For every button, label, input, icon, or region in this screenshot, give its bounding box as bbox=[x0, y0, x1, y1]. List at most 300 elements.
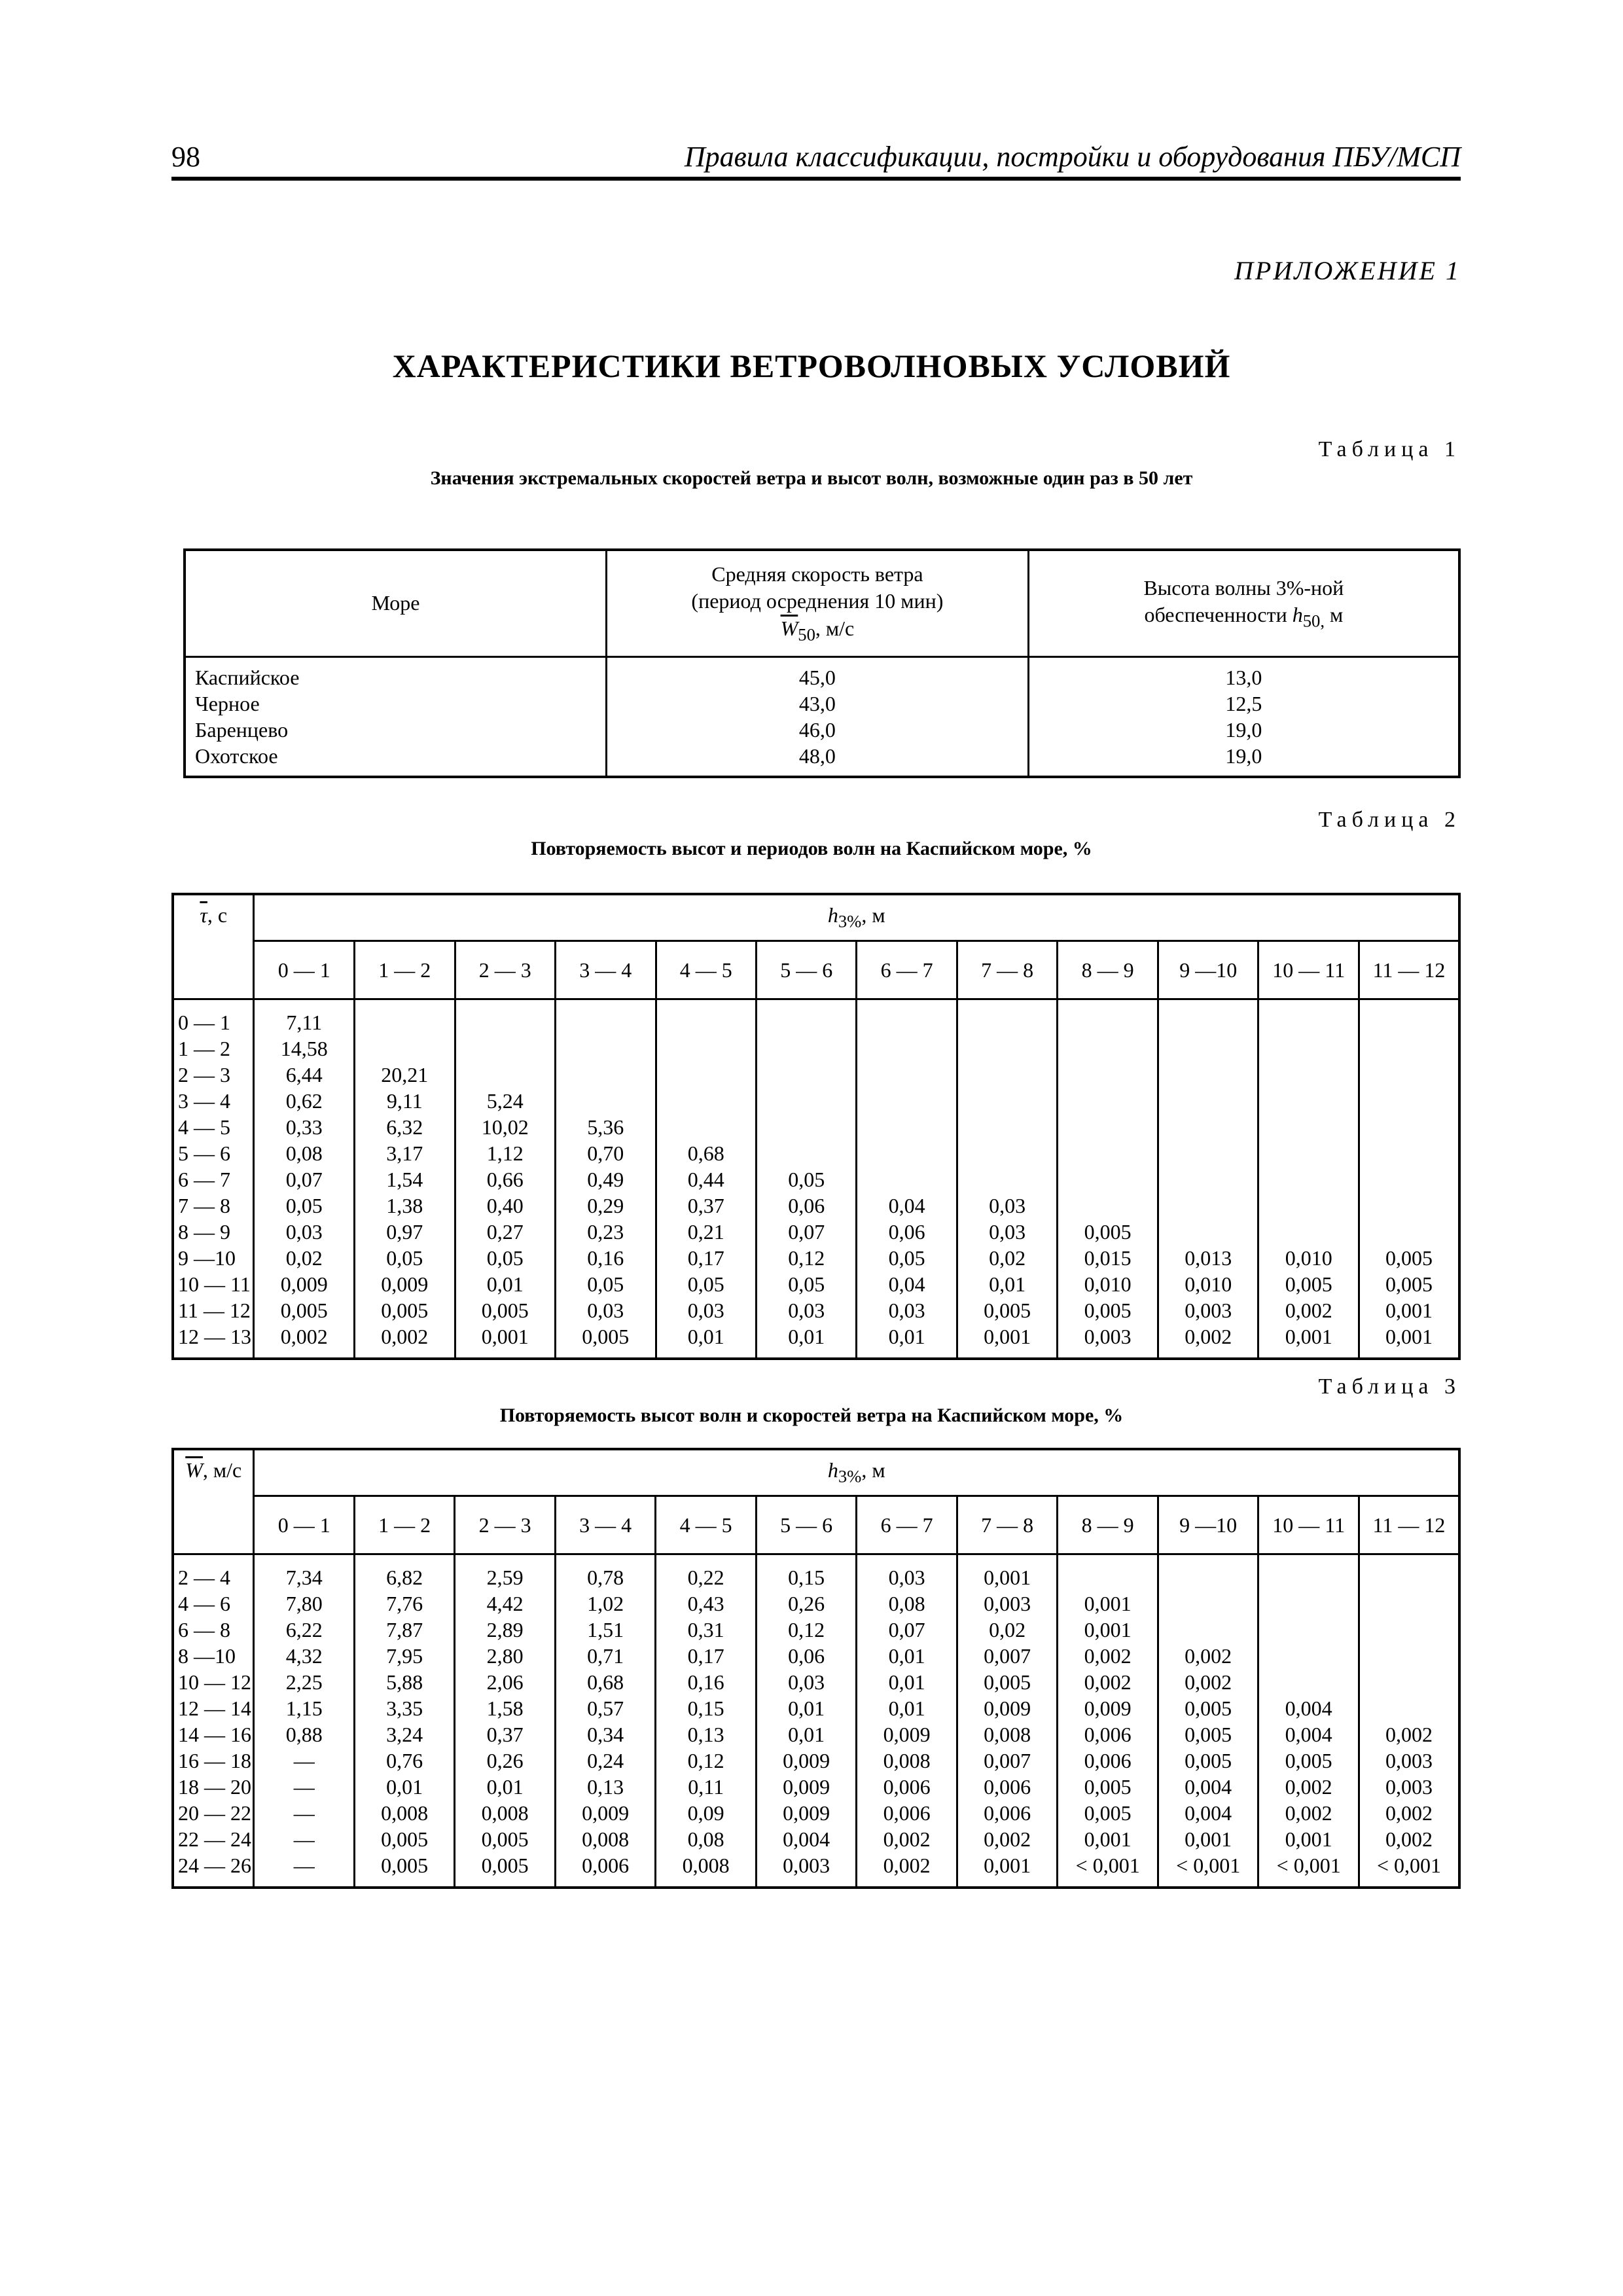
table-cell: 0,008 bbox=[555, 1826, 656, 1852]
header-row bbox=[173, 1449, 1459, 1496]
table-row bbox=[185, 657, 1459, 691]
table-row bbox=[173, 1590, 1459, 1617]
table-cell bbox=[957, 1140, 1058, 1166]
table-cell bbox=[556, 999, 656, 1036]
table-cell: 0,002 bbox=[254, 1323, 355, 1359]
row-label: 2 — 3 bbox=[173, 1062, 254, 1088]
group-symbol: h bbox=[827, 903, 838, 927]
table-cell: 10,02 bbox=[455, 1114, 556, 1140]
table3-label: Таблица 3 bbox=[1318, 1374, 1461, 1399]
column-header: 6 — 7 bbox=[857, 1496, 957, 1554]
table-cell: 0,005 bbox=[1058, 1219, 1158, 1245]
row-label: 7 — 8 bbox=[173, 1193, 254, 1219]
table-cell: 0,009 bbox=[355, 1271, 455, 1297]
table-cell: 4,32 bbox=[254, 1643, 354, 1669]
table-row bbox=[173, 1219, 1459, 1245]
table-cell bbox=[1359, 1140, 1459, 1166]
table-cell bbox=[857, 1088, 957, 1114]
table-cell: 0,03 bbox=[857, 1554, 957, 1591]
table-cell bbox=[1359, 1590, 1459, 1617]
table-cell: 0,008 bbox=[354, 1800, 455, 1826]
table-cell bbox=[757, 1140, 857, 1166]
table-cell bbox=[1258, 1114, 1359, 1140]
table-cell bbox=[1058, 999, 1158, 1036]
table-cell bbox=[957, 999, 1058, 1036]
table-cell: 0,05 bbox=[857, 1245, 957, 1271]
table-cell bbox=[1158, 1193, 1258, 1219]
table-cell: 7,80 bbox=[254, 1590, 354, 1617]
table-cell: 0,01 bbox=[354, 1774, 455, 1800]
table-cell bbox=[757, 1114, 857, 1140]
table-cell bbox=[1058, 1166, 1158, 1193]
table-row bbox=[173, 1166, 1459, 1193]
table-cell: 0,004 bbox=[1158, 1800, 1258, 1826]
table-cell bbox=[957, 1062, 1058, 1088]
table-cell: 0,01 bbox=[957, 1271, 1058, 1297]
table-cell bbox=[1158, 1062, 1258, 1088]
table-cell: 0,005 bbox=[1258, 1271, 1359, 1297]
table-cell: 7,76 bbox=[354, 1590, 455, 1617]
table-cell bbox=[455, 999, 556, 1036]
table-cell: 0,006 bbox=[957, 1800, 1058, 1826]
t1-col-wind-line2: (период осреднения 10 мин) bbox=[691, 589, 944, 613]
table-cell: 0,006 bbox=[857, 1774, 957, 1800]
table-cell: 0,37 bbox=[455, 1721, 556, 1748]
table-cell: 2,06 bbox=[455, 1669, 556, 1695]
t1-sea: Черное bbox=[185, 691, 607, 717]
header-rule bbox=[171, 177, 1461, 181]
row-label: 12 — 13 bbox=[173, 1323, 254, 1359]
table-cell: 0,005 bbox=[1359, 1245, 1459, 1271]
table-cell bbox=[355, 1035, 455, 1062]
table-cell bbox=[1258, 1617, 1359, 1643]
row-label: 6 — 8 bbox=[173, 1617, 254, 1643]
table-cell: 14,58 bbox=[254, 1035, 355, 1062]
table-cell: 0,002 bbox=[1258, 1800, 1359, 1826]
table-cell: 0,001 bbox=[1158, 1826, 1258, 1852]
group-unit: , м bbox=[861, 903, 885, 927]
column-header: 11 — 12 bbox=[1359, 1496, 1459, 1554]
table-row bbox=[185, 691, 1459, 717]
t1-col-wind-line1: Средняя скорость ветра bbox=[711, 562, 923, 586]
column-header: 7 — 8 bbox=[957, 941, 1058, 999]
table-cell: 3,35 bbox=[354, 1695, 455, 1721]
column-header-row bbox=[173, 941, 1459, 999]
table-cell: 0,002 bbox=[1258, 1297, 1359, 1323]
table-cell: 0,37 bbox=[656, 1193, 756, 1219]
table-cell: 9,11 bbox=[355, 1088, 455, 1114]
group-symbol: h bbox=[827, 1458, 838, 1482]
table-cell bbox=[1258, 1669, 1359, 1695]
table-cell: 0,27 bbox=[455, 1219, 556, 1245]
table-cell: 0,03 bbox=[556, 1297, 656, 1323]
table-cell: 7,87 bbox=[354, 1617, 455, 1643]
table-cell bbox=[757, 999, 857, 1036]
table-cell: 0,33 bbox=[254, 1114, 355, 1140]
table-cell: 0,009 bbox=[857, 1721, 957, 1748]
table-cell: 0,03 bbox=[656, 1297, 756, 1323]
table-cell: 0,01 bbox=[857, 1323, 957, 1359]
corner-symbol: $\overline{W}$ bbox=[185, 1458, 203, 1482]
table-cell: 0,001 bbox=[455, 1323, 556, 1359]
table-cell: 0,16 bbox=[656, 1669, 757, 1695]
table-cell: 0,01 bbox=[656, 1323, 756, 1359]
t1-col-wave-line1: Высота волны 3%-ной bbox=[1143, 575, 1344, 600]
table-cell bbox=[1258, 1219, 1359, 1245]
table-cell: 1,02 bbox=[555, 1590, 656, 1617]
table-cell: 0,21 bbox=[656, 1219, 756, 1245]
table-cell: < 0,001 bbox=[1058, 1852, 1158, 1888]
group-sub: 3% bbox=[838, 1466, 862, 1486]
table-cell: 0,68 bbox=[656, 1140, 756, 1166]
table-row bbox=[173, 1748, 1459, 1774]
table-cell: 1,15 bbox=[254, 1695, 354, 1721]
table-cell bbox=[1158, 1114, 1258, 1140]
table-cell: 0,01 bbox=[857, 1669, 957, 1695]
table-cell: 0,08 bbox=[254, 1140, 355, 1166]
table-cell: 0,05 bbox=[757, 1271, 857, 1297]
table-cell: 3,24 bbox=[354, 1721, 455, 1748]
table-cell: 7,34 bbox=[254, 1554, 354, 1591]
column-header: 2 — 3 bbox=[455, 1496, 556, 1554]
table-cell: 0,008 bbox=[656, 1852, 757, 1888]
table-cell: 0,005 bbox=[957, 1669, 1058, 1695]
table-cell bbox=[656, 1088, 756, 1114]
table-cell bbox=[1359, 1166, 1459, 1193]
column-header: 7 — 8 bbox=[957, 1496, 1058, 1554]
row-label: 8 —10 bbox=[173, 1643, 254, 1669]
table-cell bbox=[1258, 1062, 1359, 1088]
table-cell: 0,29 bbox=[556, 1193, 656, 1219]
table-cell: 0,001 bbox=[957, 1852, 1058, 1888]
table-row bbox=[173, 1826, 1459, 1852]
table-cell bbox=[1359, 1617, 1459, 1643]
table-cell: 0,005 bbox=[1158, 1695, 1258, 1721]
row-label: 10 — 11 bbox=[173, 1271, 254, 1297]
table1-caption: Значения экстремальных скоростей ветра и высот волн, возможные один раз в 50 лет bbox=[430, 467, 1193, 489]
table-cell: 2,59 bbox=[455, 1554, 556, 1591]
table-cell bbox=[1359, 1114, 1459, 1140]
table-cell: 0,02 bbox=[254, 1245, 355, 1271]
table-cell: 0,005 bbox=[1258, 1748, 1359, 1774]
table-cell bbox=[556, 1035, 656, 1062]
table-row bbox=[173, 1297, 1459, 1323]
t1-wind: 46,0 bbox=[607, 717, 1029, 743]
table-cell: 0,13 bbox=[656, 1721, 757, 1748]
table-cell: — bbox=[254, 1774, 354, 1800]
table-cell: 0,02 bbox=[957, 1245, 1058, 1271]
table-cell: 0,11 bbox=[656, 1774, 757, 1800]
table-cell bbox=[857, 1114, 957, 1140]
table-cell: — bbox=[254, 1852, 354, 1888]
table-cell bbox=[455, 1035, 556, 1062]
table-cell: 0,01 bbox=[857, 1643, 957, 1669]
table-cell: 0,15 bbox=[656, 1695, 757, 1721]
table-cell: 0,010 bbox=[1158, 1271, 1258, 1297]
table-cell: — bbox=[254, 1800, 354, 1826]
t1-wind: 45,0 bbox=[607, 657, 1029, 691]
table-cell bbox=[1058, 1035, 1158, 1062]
table-cell bbox=[1158, 1035, 1258, 1062]
table-cell bbox=[1158, 1554, 1258, 1591]
t1-wind-unit: , м/с bbox=[815, 617, 855, 641]
table-cell: 6,82 bbox=[354, 1554, 455, 1591]
table-cell: 5,36 bbox=[556, 1114, 656, 1140]
row-label: 24 — 26 bbox=[173, 1852, 254, 1888]
table-cell bbox=[1359, 1193, 1459, 1219]
table-cell: 0,002 bbox=[1359, 1826, 1459, 1852]
table-cell: 0,005 bbox=[355, 1297, 455, 1323]
table-cell: 0,002 bbox=[857, 1826, 957, 1852]
table-cell: 0,009 bbox=[957, 1695, 1058, 1721]
table-cell bbox=[1258, 1088, 1359, 1114]
column-header: 1 — 2 bbox=[354, 1496, 455, 1554]
table-cell: 0,007 bbox=[957, 1748, 1058, 1774]
group-header bbox=[254, 1449, 1459, 1496]
table3-caption: Повторяемость высот волн и скоростей ветра на Каспийском море, % bbox=[499, 1405, 1124, 1426]
row-label: 22 — 24 bbox=[173, 1826, 254, 1852]
table-row bbox=[173, 1554, 1459, 1591]
table-cell: 0,09 bbox=[656, 1800, 757, 1826]
table-cell: 0,009 bbox=[756, 1774, 857, 1800]
t1-wind-sub: 50 bbox=[798, 624, 815, 645]
t1-col-wave-line2 bbox=[1036, 601, 1452, 632]
table-cell bbox=[1359, 1554, 1459, 1591]
table-cell: 0,13 bbox=[555, 1774, 656, 1800]
table-cell: 0,005 bbox=[455, 1297, 556, 1323]
table-cell: 0,08 bbox=[857, 1590, 957, 1617]
table-cell bbox=[656, 1114, 756, 1140]
table-cell bbox=[556, 1088, 656, 1114]
table-row bbox=[173, 1088, 1459, 1114]
table-cell bbox=[1058, 1114, 1158, 1140]
table-cell: 0,002 bbox=[1058, 1669, 1158, 1695]
table-cell: 0,03 bbox=[254, 1219, 355, 1245]
t1-sea: Охотское bbox=[185, 743, 607, 777]
t1-col-sea: Море bbox=[185, 550, 607, 657]
table-cell: 0,001 bbox=[1058, 1617, 1158, 1643]
table-cell: 0,40 bbox=[455, 1193, 556, 1219]
table-cell: 0,003 bbox=[957, 1590, 1058, 1617]
table-cell bbox=[1158, 1088, 1258, 1114]
header-row bbox=[173, 894, 1459, 941]
table-cell: 0,008 bbox=[957, 1721, 1058, 1748]
table-cell bbox=[1158, 1590, 1258, 1617]
table-cell: 0,002 bbox=[1359, 1800, 1459, 1826]
table-cell bbox=[1058, 1088, 1158, 1114]
table-cell: 6,44 bbox=[254, 1062, 355, 1088]
table-cell: 0,003 bbox=[1359, 1748, 1459, 1774]
table-cell: 2,89 bbox=[455, 1617, 556, 1643]
table-cell bbox=[957, 1088, 1058, 1114]
table-cell: 0,005 bbox=[1158, 1721, 1258, 1748]
table-cell: 0,005 bbox=[1058, 1774, 1158, 1800]
table-cell bbox=[656, 1062, 756, 1088]
table-cell: 0,07 bbox=[757, 1219, 857, 1245]
row-label: 14 — 16 bbox=[173, 1721, 254, 1748]
row-label: 10 — 12 bbox=[173, 1669, 254, 1695]
t1-col-wind bbox=[607, 550, 1029, 657]
table-cell: 0,08 bbox=[656, 1826, 757, 1852]
table-cell: 0,006 bbox=[1058, 1721, 1158, 1748]
table-cell bbox=[1258, 1166, 1359, 1193]
row-label: 9 —10 bbox=[173, 1245, 254, 1271]
table-cell: 0,03 bbox=[957, 1219, 1058, 1245]
column-header: 3 — 4 bbox=[555, 1496, 656, 1554]
table-cell bbox=[1158, 1219, 1258, 1245]
table-cell bbox=[1058, 1062, 1158, 1088]
appendix-label: ПРИЛОЖЕНИЕ 1 bbox=[1234, 256, 1461, 285]
table-row bbox=[173, 1140, 1459, 1166]
running-title: Правила классификации, постройки и оборудования ПБУ/МСП bbox=[684, 141, 1461, 173]
table-cell: 0,24 bbox=[555, 1748, 656, 1774]
table-cell: 6,22 bbox=[254, 1617, 354, 1643]
table-cell bbox=[857, 1035, 957, 1062]
table-row bbox=[173, 1695, 1459, 1721]
table-cell: 0,004 bbox=[756, 1826, 857, 1852]
table-cell: 0,003 bbox=[1058, 1323, 1158, 1359]
table-cell: 7,95 bbox=[354, 1643, 455, 1669]
row-label: 18 — 20 bbox=[173, 1774, 254, 1800]
table-cell: 0,006 bbox=[555, 1852, 656, 1888]
table-cell: 2,80 bbox=[455, 1643, 556, 1669]
table-cell: 0,003 bbox=[1359, 1774, 1459, 1800]
table-row bbox=[173, 1035, 1459, 1062]
column-header: 5 — 6 bbox=[757, 941, 857, 999]
table-cell: 0,013 bbox=[1158, 1245, 1258, 1271]
table-cell: 0,05 bbox=[355, 1245, 455, 1271]
t1-sea: Каспийское bbox=[185, 657, 607, 691]
table-cell: 0,97 bbox=[355, 1219, 455, 1245]
table-cell: 0,05 bbox=[254, 1193, 355, 1219]
table-cell: 0,06 bbox=[757, 1193, 857, 1219]
table-cell bbox=[1359, 1062, 1459, 1088]
column-header: 4 — 5 bbox=[656, 1496, 757, 1554]
table-cell: 0,02 bbox=[957, 1617, 1058, 1643]
table-cell bbox=[1158, 1617, 1258, 1643]
table-row bbox=[173, 999, 1459, 1036]
table-cell: 0,005 bbox=[1359, 1271, 1459, 1297]
table-cell: 6,32 bbox=[355, 1114, 455, 1140]
table-cell: 0,78 bbox=[555, 1554, 656, 1591]
table-cell: 0,05 bbox=[455, 1245, 556, 1271]
table-cell bbox=[1359, 1669, 1459, 1695]
table-cell bbox=[1359, 1088, 1459, 1114]
table-cell bbox=[1258, 1590, 1359, 1617]
corner-symbol: $\overline{\tau}$ bbox=[200, 903, 207, 927]
row-label: 16 — 18 bbox=[173, 1748, 254, 1774]
table-cell: 0,01 bbox=[756, 1695, 857, 1721]
table-cell bbox=[1058, 1193, 1158, 1219]
table-cell: 0,01 bbox=[756, 1721, 857, 1748]
table-cell: 0,002 bbox=[1158, 1669, 1258, 1695]
table-cell: 0,04 bbox=[857, 1193, 957, 1219]
column-header: 1 — 2 bbox=[355, 941, 455, 999]
table-cell: 0,76 bbox=[354, 1748, 455, 1774]
table-row bbox=[173, 1114, 1459, 1140]
t1-wind: 43,0 bbox=[607, 691, 1029, 717]
table-cell: 2,25 bbox=[254, 1669, 354, 1695]
corner-unit: , м/с bbox=[202, 1458, 242, 1482]
row-label: 20 — 22 bbox=[173, 1800, 254, 1826]
table-cell: 5,88 bbox=[354, 1669, 455, 1695]
t1-wave-pre: обеспеченности bbox=[1144, 603, 1293, 627]
row-label: 11 — 12 bbox=[173, 1297, 254, 1323]
row-label: 0 — 1 bbox=[173, 999, 254, 1036]
table-cell: 0,34 bbox=[555, 1721, 656, 1748]
table-cell: 0,04 bbox=[857, 1271, 957, 1297]
table-cell: 0,57 bbox=[555, 1695, 656, 1721]
table-cell: 0,002 bbox=[1158, 1643, 1258, 1669]
table-cell: 0,002 bbox=[1058, 1643, 1158, 1669]
table-cell: 0,26 bbox=[455, 1748, 556, 1774]
table-cell: 0,005 bbox=[354, 1826, 455, 1852]
table-cell: 0,015 bbox=[1058, 1245, 1158, 1271]
table-cell: 0,003 bbox=[756, 1852, 857, 1888]
table1-label: Таблица 1 bbox=[1318, 437, 1461, 461]
table-cell: 0,23 bbox=[556, 1219, 656, 1245]
table-cell: 0,001 bbox=[957, 1323, 1058, 1359]
table-cell bbox=[1359, 1643, 1459, 1669]
table-cell: 5,24 bbox=[455, 1088, 556, 1114]
table-cell: 0,002 bbox=[857, 1852, 957, 1888]
column-header: 8 — 9 bbox=[1058, 1496, 1158, 1554]
table-cell: 0,010 bbox=[1258, 1245, 1359, 1271]
table-cell: 0,001 bbox=[957, 1554, 1058, 1591]
table-cell: 0,001 bbox=[1058, 1826, 1158, 1852]
table-cell bbox=[857, 1140, 957, 1166]
table-cell: 0,001 bbox=[1258, 1323, 1359, 1359]
table-cell bbox=[1258, 1554, 1359, 1591]
table-cell bbox=[656, 999, 756, 1036]
main-title: ХАРАКТЕРИСТИКИ ВЕТРОВОЛНОВЫХ УСЛОВИЙ bbox=[392, 348, 1231, 384]
table-cell: 0,006 bbox=[957, 1774, 1058, 1800]
column-header-row bbox=[173, 1496, 1459, 1554]
table-cell bbox=[1258, 999, 1359, 1036]
table-cell: 0,71 bbox=[555, 1643, 656, 1669]
table-cell bbox=[1058, 1554, 1158, 1591]
table-cell: 0,22 bbox=[656, 1554, 757, 1591]
table-cell: 0,005 bbox=[354, 1852, 455, 1888]
table-row bbox=[173, 1193, 1459, 1219]
table-cell: < 0,001 bbox=[1258, 1852, 1359, 1888]
t1-wind-symbol: $\overline{W}$ bbox=[780, 617, 798, 641]
column-header: 8 — 9 bbox=[1058, 941, 1158, 999]
table-cell: 0,006 bbox=[1058, 1748, 1158, 1774]
t1-wave: 12,5 bbox=[1028, 691, 1459, 717]
table-cell: 0,01 bbox=[857, 1695, 957, 1721]
table-row bbox=[173, 1245, 1459, 1271]
column-header: 4 — 5 bbox=[656, 941, 756, 999]
table-cell: 0,88 bbox=[254, 1721, 354, 1748]
row-label: 2 — 4 bbox=[173, 1554, 254, 1591]
table-cell: 1,58 bbox=[455, 1695, 556, 1721]
table-cell: 0,26 bbox=[756, 1590, 857, 1617]
table1 bbox=[183, 548, 1461, 778]
group-header bbox=[254, 894, 1459, 941]
table-cell: 0,66 bbox=[455, 1166, 556, 1193]
table-cell: 0,002 bbox=[1158, 1323, 1258, 1359]
corner-header bbox=[173, 1449, 254, 1554]
table-cell: 0,12 bbox=[656, 1748, 757, 1774]
table-cell: 0,002 bbox=[957, 1826, 1058, 1852]
group-sub: 3% bbox=[838, 911, 862, 931]
table-cell: 0,05 bbox=[556, 1271, 656, 1297]
table-cell: 0,16 bbox=[556, 1245, 656, 1271]
table-cell bbox=[857, 1062, 957, 1088]
table-cell: 0,001 bbox=[1058, 1590, 1158, 1617]
row-label: 5 — 6 bbox=[173, 1140, 254, 1166]
